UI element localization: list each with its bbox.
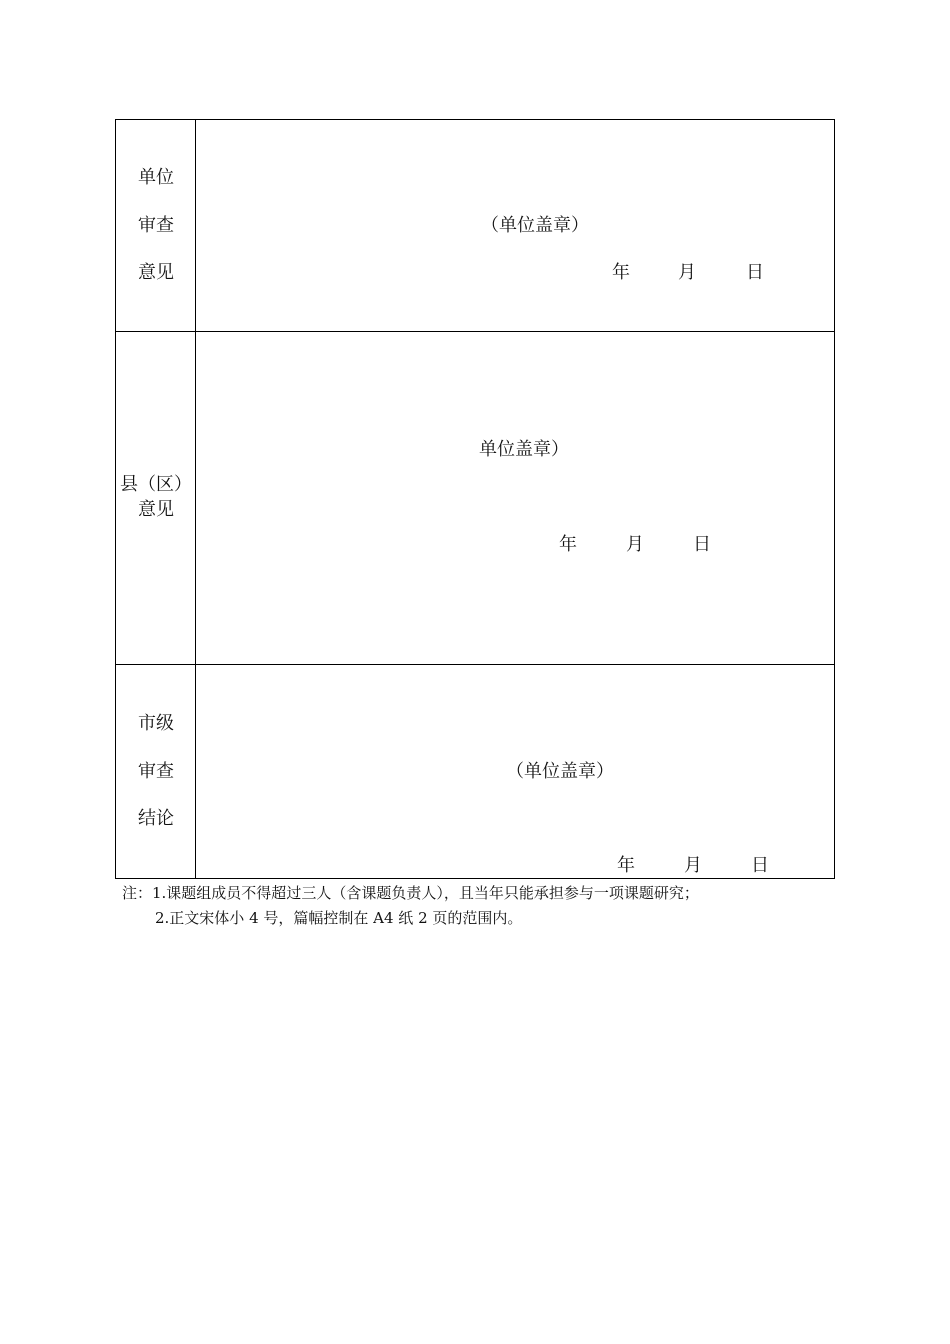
unit-review-content-cell[interactable] [196,120,834,331]
unit-review-date-month: 月 [678,262,696,283]
county-opinion-row [116,332,834,665]
city-conclusion-label-line-1: 市级 [138,713,174,734]
county-opinion-date-day: 日 [693,534,711,555]
city-conclusion-content-cell[interactable] [196,665,834,878]
city-conclusion-label-cell [116,665,196,878]
unit-review-date-day: 日 [746,262,764,283]
county-opinion-label-line-2: 意见 [138,499,174,520]
city-conclusion-date-year: 年 [617,855,635,876]
review-form-table [115,119,835,879]
city-conclusion-date-month: 月 [684,855,702,876]
unit-review-label-line-2: 审查 [138,215,174,236]
city-conclusion-label-line-3: 结论 [138,808,174,829]
county-opinion-label-cell [116,332,196,664]
city-conclusion-date-day: 日 [751,855,769,876]
note-line-1: 注：1.课题组成员不得超过三人（含课题负责人），且当年只能承担参与一项课题研究； [122,884,699,902]
unit-review-row [116,120,834,332]
unit-review-label-line-3: 意见 [138,262,174,283]
city-conclusion-label-line-2: 审查 [138,761,174,782]
county-opinion-label-line-1: 县（区） [120,474,192,495]
county-opinion-date-month: 月 [626,534,644,555]
unit-review-label-line-1: 单位 [138,167,174,188]
county-opinion-date-year: 年 [559,534,577,555]
county-opinion-seal-text: 单位盖章） [479,439,569,460]
county-opinion-content-cell[interactable] [196,332,834,664]
unit-review-seal-text: （单位盖章） [481,215,589,236]
note-line-2: 2.正文宋体小 4 号，篇幅控制在 A4 纸 2 页的范围内。 [155,909,523,927]
city-conclusion-row [116,665,834,878]
city-conclusion-seal-text: （单位盖章） [506,761,614,782]
unit-review-label-cell [116,120,196,331]
unit-review-date-year: 年 [612,262,630,283]
